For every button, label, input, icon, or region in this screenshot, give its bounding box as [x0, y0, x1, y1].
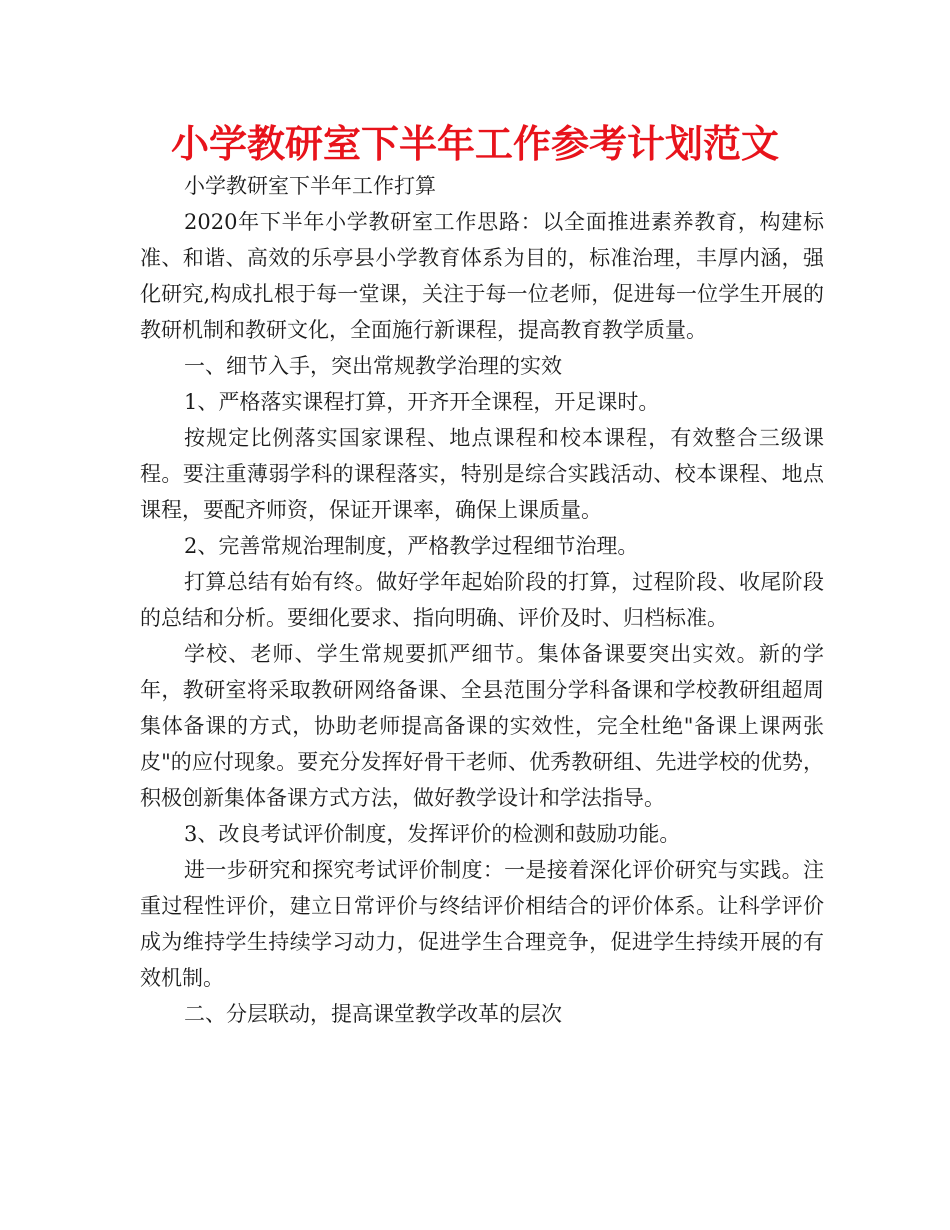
subsection-heading: 3、改良考试评价制度，发挥评价的检测和鼓励功能。 — [184, 822, 681, 846]
document-body — [140, 168, 824, 1032]
section-heading: 一、细节入手，突出常规教学治理的实效 — [184, 354, 562, 378]
paragraph: 学校、老师、学生常规要抓严细节。集体备课要突出实效。新的学年，教研室将采取教研网络备课、全县范围分学科备课和学校教研组超周集体备课的方式，协助老师提高备课的实效性，完全杜绝"备课上课两张皮"的应付现象。要充分发挥好骨干老师、优秀教研组、先进学校的优势，积极创新集体备课方式方法，做好教学设计和学法指导。 — [140, 642, 824, 810]
document-title: 小学教研室下半年工作参考计划范文 — [170, 122, 779, 166]
paragraph: 进一步研究和探究考试评价制度：一是接着深化评价研究与实践。注重过程性评价，建立日常评价与终结评价相结合的评价体系。让科学评价成为维持学生持续学习动力，促进学生合理竞争，促进学生持续开展的有效机制。 — [140, 858, 824, 990]
subsection-heading: 2、完善常规治理制度，严格教学过程细节治理。 — [184, 534, 639, 558]
paragraph: 2020年下半年小学教研室工作思路：以全面推进素养教育，构建标准、和谐、高效的乐亭县小学教育体系为目的，标准治理，丰厚内涵，强化研究,构成扎根于每一堂课，关注于每一位老师，促进每一位学生开展的教研机制和教研文化，全面施行新课程，提高教育教学质量。 — [140, 210, 824, 342]
paragraph: 打算总结有始有终。做好学年起始阶段的打算，过程阶段、收尾阶段的总结和分析。要细化要求、指向明确、评价及时、归档标准。 — [140, 570, 824, 630]
paragraph: 小学教研室下半年工作打算 — [184, 174, 436, 198]
subsection-heading: 1、严格落实课程打算，开齐开全课程，开足课时。 — [184, 390, 660, 414]
paragraph: 按规定比例落实国家课程、地点课程和校本课程，有效整合三级课程。要注重薄弱学科的课程落实，特别是综合实践活动、校本课程、地点课程，要配齐师资，保证开课率，确保上课质量。 — [140, 426, 824, 522]
section-heading: 二、分层联动，提高课堂教学改革的层次 — [184, 1002, 562, 1026]
